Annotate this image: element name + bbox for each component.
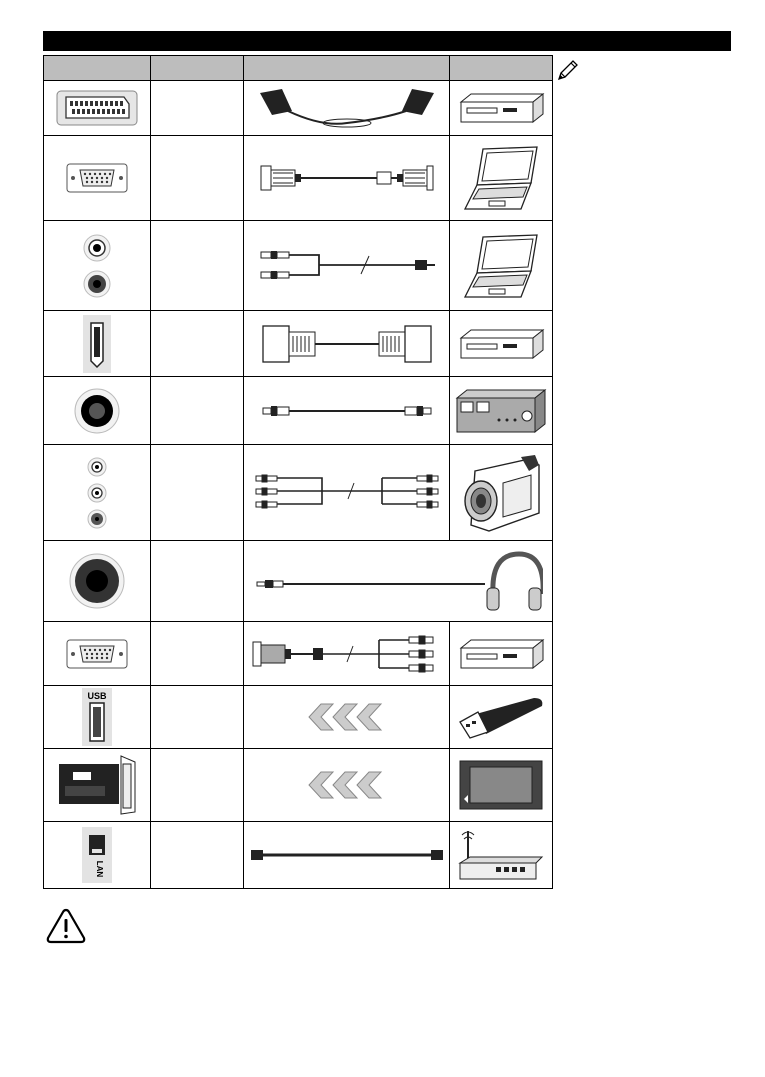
audio-amplifier-icon [455, 388, 547, 434]
port-cell [44, 136, 151, 221]
device-cell [450, 377, 553, 445]
table-row [44, 541, 553, 622]
table-row [44, 81, 553, 136]
camcorder-icon [459, 451, 543, 535]
usb-label: USB [87, 691, 107, 701]
column-header-connector [44, 56, 151, 81]
port-cell [44, 311, 151, 377]
cable-cell [244, 622, 450, 686]
device-cell [450, 749, 553, 822]
laptop-icon [461, 231, 541, 301]
headphones-icon [487, 554, 543, 610]
port-cell [44, 377, 151, 445]
device-cell [450, 81, 553, 136]
device-cell [450, 311, 553, 377]
table-row [44, 311, 553, 377]
column-header-type [151, 56, 244, 81]
table-row [44, 622, 553, 686]
device-cell [450, 136, 553, 221]
type-cell [151, 445, 244, 541]
cable-cell [244, 311, 450, 377]
insert-arrows-icon [305, 702, 389, 732]
device-cell [450, 822, 553, 889]
device-cell [450, 622, 553, 686]
lan-label: LAN [95, 860, 104, 878]
dvd-recorder-icon [457, 636, 545, 672]
headphone-cable-icon [253, 548, 543, 614]
ethernet-cable-icon [249, 845, 445, 865]
table-row [44, 686, 553, 749]
scart-cable-icon [252, 85, 442, 131]
device-cell [450, 221, 553, 311]
connections-table [43, 55, 553, 889]
table-row [44, 445, 553, 541]
device-cell [450, 686, 553, 749]
port-cell [44, 445, 151, 541]
type-cell [151, 377, 244, 445]
av-rca-ports-icon [82, 457, 112, 529]
coaxial-cable-icon [257, 401, 437, 421]
port-cell [44, 541, 151, 622]
vga-port-icon [66, 163, 128, 193]
dvd-recorder-icon [457, 326, 545, 362]
hdmi-port-icon [83, 315, 111, 373]
type-cell [151, 822, 244, 889]
type-cell [151, 136, 244, 221]
cam-module-icon [458, 759, 544, 811]
type-cell [151, 81, 244, 136]
type-cell [151, 686, 244, 749]
cable-cell [244, 822, 450, 889]
laptop-icon [461, 143, 541, 213]
port-cell [44, 749, 151, 822]
page-header-bar [43, 31, 731, 51]
usb-stick-icon [456, 694, 546, 740]
lan-port-icon [82, 827, 112, 883]
audio-jack-ports-icon [77, 233, 117, 299]
type-cell [151, 541, 244, 622]
column-header-device [450, 56, 553, 81]
table-row [44, 136, 553, 221]
cable-cell [244, 541, 553, 622]
vga-port-icon [66, 639, 128, 669]
port-cell [44, 686, 151, 749]
cable-cell [244, 445, 450, 541]
router-icon [456, 827, 546, 883]
audio-rca-cable-icon [257, 246, 437, 286]
vga-to-rca-cable-icon [249, 632, 445, 676]
cable-cell [244, 377, 450, 445]
vga-cable-icon [257, 160, 437, 196]
cable-cell [244, 221, 450, 311]
scart-port-icon [56, 90, 138, 126]
table-row [44, 377, 553, 445]
type-cell [151, 749, 244, 822]
cable-cell [244, 136, 450, 221]
cable-cell [244, 81, 450, 136]
insert-arrows-icon [305, 770, 389, 800]
device-cell [450, 445, 553, 541]
table-row [44, 822, 553, 889]
column-header-cables [244, 56, 450, 81]
ci-slot-icon [55, 754, 139, 816]
hdmi-cable-icon [257, 322, 437, 366]
usb-port-icon [82, 688, 112, 746]
pencil-note-icon [556, 58, 580, 82]
table-row [44, 221, 553, 311]
table-header-row [44, 56, 553, 81]
port-cell [44, 81, 151, 136]
dvd-recorder-icon [457, 90, 545, 126]
cable-cell [244, 749, 450, 822]
av-rca-cable-icon [252, 471, 442, 515]
headphone-port-icon [69, 553, 125, 609]
warning-icon [46, 908, 86, 944]
table-row [44, 749, 553, 822]
cable-cell [244, 686, 450, 749]
port-cell [44, 822, 151, 889]
type-cell [151, 311, 244, 377]
type-cell [151, 221, 244, 311]
port-cell [44, 622, 151, 686]
port-cell [44, 221, 151, 311]
type-cell [151, 622, 244, 686]
coaxial-port-icon [74, 388, 120, 434]
